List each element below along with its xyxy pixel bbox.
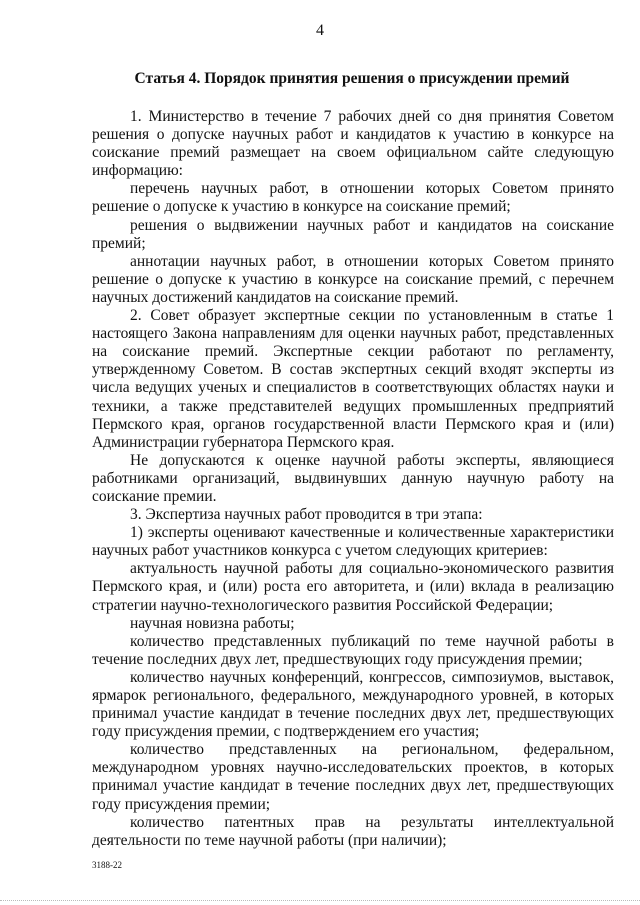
paragraph: перечень научных работ, в отношении которых Советом принято решение о допуске к участию в конкурсе на соискание премий; — [92, 180, 614, 216]
paragraph: количество научных конференций, конгрессов, симпозиумов, выставок, ярмарок регионального, федерального, международного уровней, в которых принимал участие кандидат в течение последних двух лет, предшествующих году присуждения премии, с подтверждением его участия; — [92, 668, 614, 741]
article-body — [92, 108, 614, 850]
paragraph: актуальность научной работы для социально-экономического развития Пермского края, и (или) роста его авторитета, и (или) вклада в реализацию стратегии научно-технологического развития Российской Федерации; — [92, 560, 614, 614]
paragraph: решения о выдвижении научных работ и кандидатов на соискание премий; — [92, 216, 614, 252]
paragraph: 1. Министерство в течение 7 рабочих дней со дня принятия Советом решения о допуске научных работ и кандидатов к участию в конкурсе на соискание премий размещает на своем официальном сайте следующую информацию: — [92, 108, 614, 180]
scan-edge-divider — [0, 900, 640, 902]
paragraph: количество патентных прав на результаты интеллектуальной деятельности по теме научной работы (при наличии); — [92, 813, 614, 849]
paragraph: научная новизна работы; — [130, 614, 295, 632]
paragraph: количество представленных на региональном, федеральном, международном уровнях научно-исследовательских проектов, в которых принимал участие кандидат в течение последних двух лет, предшествующих году присуждения премии; — [92, 741, 614, 813]
page-number: 4 — [316, 22, 324, 39]
document-code: 3188-22 — [92, 860, 122, 870]
paragraph: 1) эксперты оценивают качественные и количественные характеристики научных работ участников конкурса с учетом следующих критериев: — [92, 524, 614, 560]
paragraph: Не допускаются к оценке научной работы эксперты, являющиеся работниками организаций, выдвинувших данную научную работу на соискание премии. — [92, 451, 614, 505]
paragraph: 3. Экспертиза научных работ проводится в три этапа: — [130, 506, 483, 524]
article-heading: Статья 4. Порядок принятия решения о присуждении премий — [134, 70, 570, 87]
paragraph: 2. Совет образует экспертные секции по установленным в статье 1 настоящего Закона направлениям для оценки научных работ, представленных на соискание премий. Экспертные секции работают по регламенту, утвержденному Советом. В состав экспертных секций входят эксперты из числа ведущих ученых и специалистов в соответствующих областях науки и техники, а также представителей ведущих промышленных предприятий Пермского края, органов государственной власти Пермского края и (или) Администрации губернатора Пермского края. — [92, 307, 614, 451]
paragraph: аннотации научных работ, в отношении которых Советом принято решение о допуске к участию в конкурсе на соискание премий, с перечнем научных достижений кандидатов на соискание премий. — [92, 252, 614, 306]
paragraph: количество представленных публикаций по теме научной работы в течение последних двух лет, предшествующих году присуждения премии; — [92, 632, 614, 668]
